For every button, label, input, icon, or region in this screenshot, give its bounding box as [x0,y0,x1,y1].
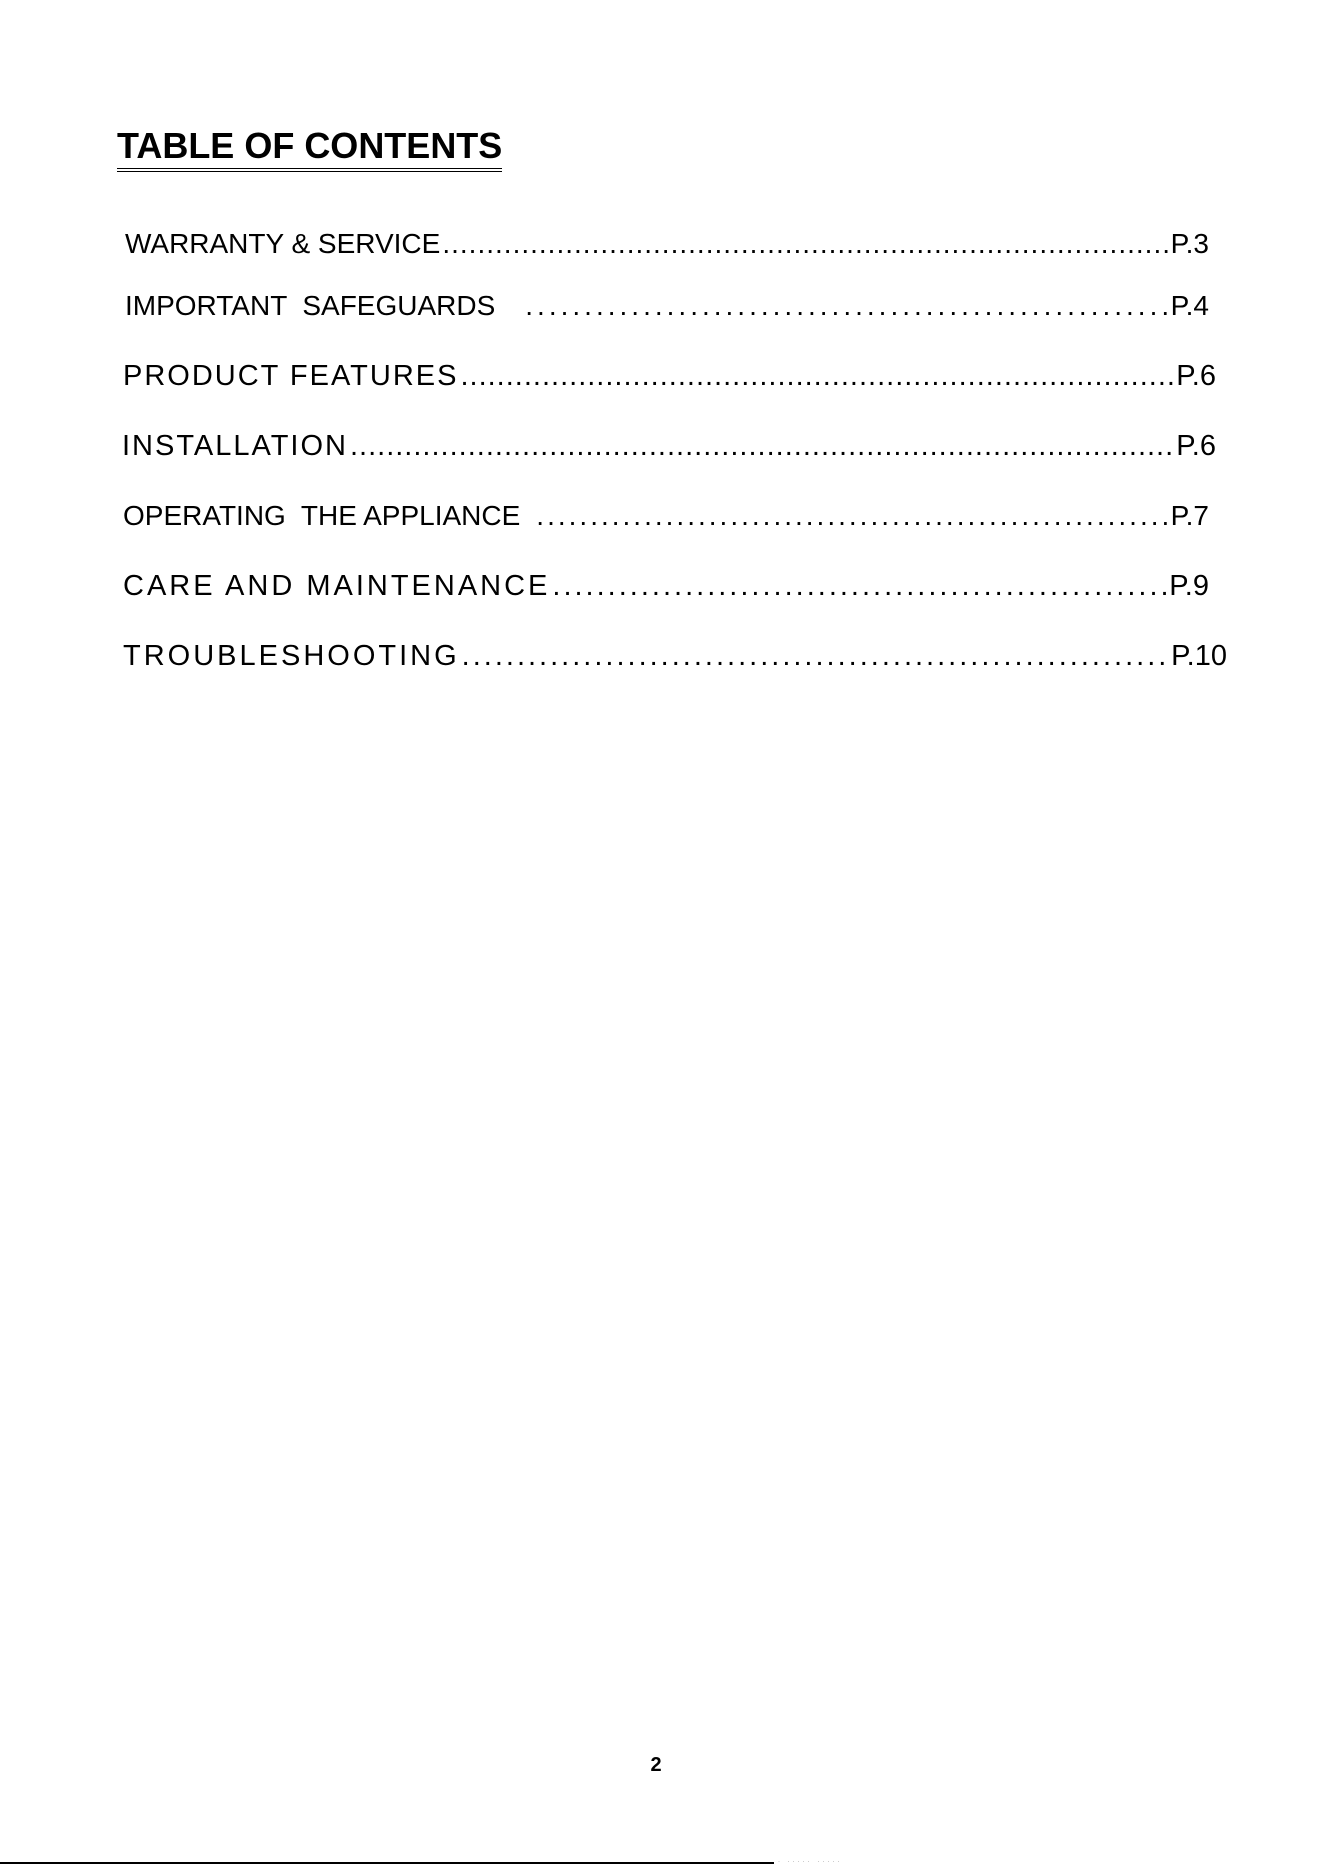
toc-entry-product-features[interactable] [123,362,1216,391]
toc-entry-label: WARRANTY & SERVICE [125,228,441,259]
toc-entry-label: TROUBLESHOOTING [123,640,460,672]
toc-entry-label: IMPORTANT SAFEGUARDS [125,290,496,321]
toc-entry-label: OPERATING THE APPLIANCE [123,500,521,531]
toc-page-ref: P.6 [1176,360,1216,392]
toc-page-ref: P.7 [1170,500,1209,531]
toc-leader-dots [525,292,1168,320]
toc-page-ref: P.3 [1170,228,1209,259]
toc-page-ref: P.10 [1171,640,1227,672]
toc-page-ref: P.9 [1169,570,1209,602]
page-number: 2 [650,1754,662,1776]
toc-leader-dots [552,572,1167,601]
toc-list [0,0,1318,700]
toc-entry-label: CARE AND MAINTENANCE [123,570,551,602]
toc-leader-dots [536,502,1168,530]
footer-fragment: · ····· ····· [778,1859,843,1865]
toc-leader-dots [462,642,1169,671]
toc-entry-installation[interactable] [122,432,1216,461]
footer-rule [0,1862,774,1864]
toc-leader-dots [442,230,1168,258]
toc-entry-operating-the-appliance[interactable] [123,502,1209,530]
toc-leader-dots [460,362,1174,391]
toc-page-ref: P.6 [1176,430,1216,462]
toc-entry-label: PRODUCT FEATURES [123,360,459,392]
toc-leader-dots [350,432,1174,461]
toc-entry-troubleshooting[interactable] [123,642,1227,671]
toc-entry-important-safeguards[interactable] [125,292,1209,320]
toc-entry-warranty-service[interactable] [125,230,1209,258]
toc-page-ref: P.4 [1170,290,1209,321]
toc-entry-care-and-maintenance[interactable] [123,572,1209,601]
page-title: TABLE OF CONTENTS [117,128,502,172]
toc-entry-label: INSTALLATION [122,430,348,462]
